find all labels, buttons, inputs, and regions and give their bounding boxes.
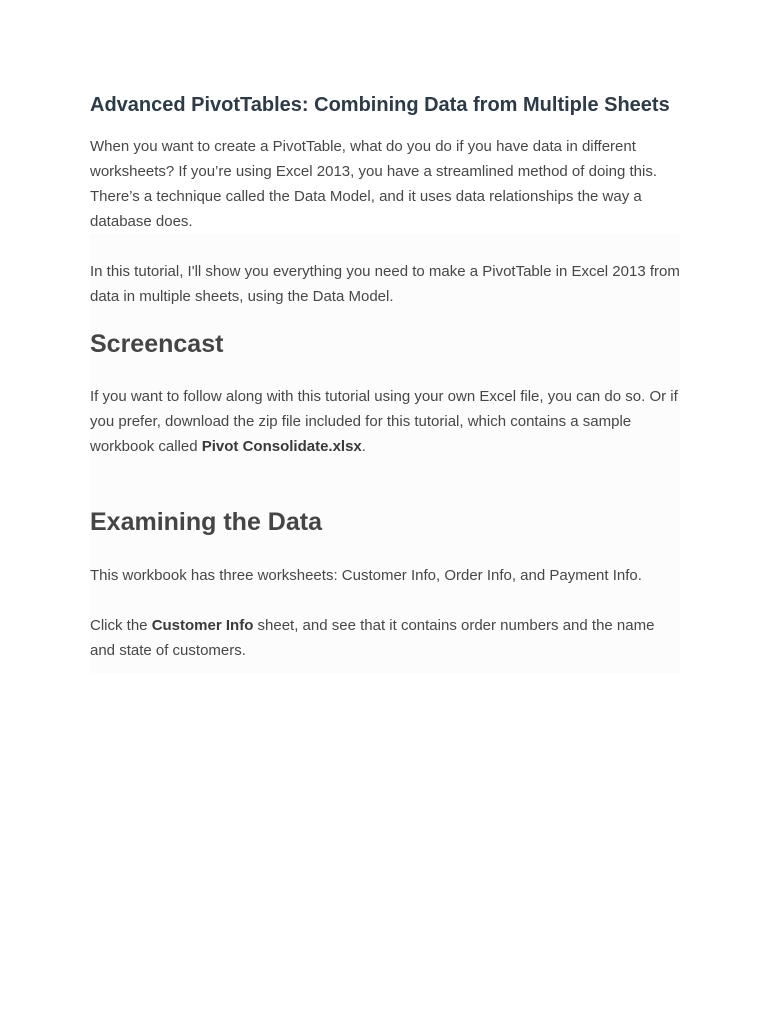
customer-info-paragraph bbox=[90, 613, 680, 673]
section-heading-screencast: Screencast bbox=[90, 330, 224, 358]
section-heading-examining-data: Examining the Data bbox=[90, 508, 322, 536]
page-title: Advanced PivotTables: Combining Data from Multiple Sheets bbox=[90, 94, 670, 116]
tutorial-block bbox=[90, 234, 680, 673]
worksheets-paragraph: This workbook has three worksheets: Customer Info, Order Info, and Payment Info. bbox=[90, 567, 642, 584]
screencast-paragraph bbox=[90, 384, 680, 459]
screencast-paragraph-end: . bbox=[361, 438, 366, 455]
customer-info-paragraph-text: Click the bbox=[90, 617, 152, 634]
intro-paragraph: When you want to create a PivotTable, what do you do if you have data in different worksheets? If you’re using Excel 2013, you have a streamlined method of doing this. There’s a technique called the Data Model, and it uses data relationships the way a database does. bbox=[90, 138, 657, 230]
customer-info-sheet-name: Customer Info bbox=[151, 617, 254, 634]
tutorial-paragraph: In this tutorial, I'll show you everything you need to make a PivotTable in Excel 2013 from data in multiple sheets, using the Data Model. bbox=[90, 263, 680, 305]
screencast-paragraph-text: If you want to follow along with this tutorial using your own Excel file, you can do so. Or if you prefer, download the zip file included for this tutorial, which contains a sample workbook called bbox=[90, 388, 678, 455]
customer-info-paragraph-end: sheet, and see that it contains order numbers and the name and state of customers. bbox=[90, 617, 655, 659]
sample-workbook-name: Pivot Consolidate.xlsx bbox=[201, 438, 362, 455]
article-content bbox=[90, 90, 680, 673]
